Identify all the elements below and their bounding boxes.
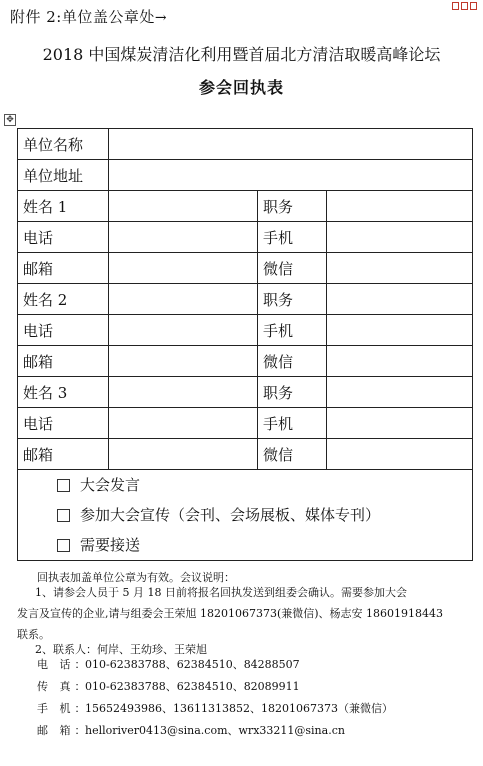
registration-form-table [17, 128, 473, 561]
email-label: 邮箱 [18, 346, 109, 377]
position-label: 职务 [258, 191, 327, 222]
unit-address-label: 单位地址 [18, 160, 109, 191]
position-label: 职务 [258, 377, 327, 408]
table-row [18, 439, 473, 470]
corner-marker-icon [452, 0, 480, 10]
checkbox-icon[interactable] [57, 509, 70, 522]
document-title: 2018 中国煤炭清洁化利用暨首届北方清洁取暖高峰论坛 [42, 45, 441, 64]
table-row [18, 284, 473, 315]
email-field[interactable] [109, 439, 258, 470]
checkbox-icon[interactable] [57, 479, 70, 492]
phone-label: 电话 [18, 315, 109, 346]
wechat-label: 微信 [258, 253, 327, 284]
wechat-field[interactable] [327, 253, 473, 284]
name-field[interactable] [109, 191, 258, 222]
contact-label: 电 话： [37, 658, 90, 671]
table-row [18, 470, 473, 561]
unit-name-label: 单位名称 [18, 129, 109, 160]
options-cell [18, 470, 473, 561]
phone-field[interactable] [109, 408, 258, 439]
table-row [18, 129, 473, 160]
mobile-label: 手机 [258, 408, 327, 439]
contact-value: 010-62383788、62384510、84288507 [85, 658, 300, 671]
attachment-note-text: 附件 2:单位盖公章处 [10, 8, 155, 26]
option-label: 需要接送 [80, 536, 141, 554]
table-row [18, 377, 473, 408]
notes-line: 发言及宣传的企业,请与组委会王荣旭 18201067373(兼微信)、杨志安 18601918443 [17, 607, 444, 620]
mobile-label: 手机 [258, 315, 327, 346]
table-row [18, 408, 473, 439]
unit-name-field[interactable] [109, 129, 473, 160]
wechat-label: 微信 [258, 439, 327, 470]
notes-line: 2、联系人：何岸、王幼珍、王荣旭 [35, 643, 207, 656]
notes-line: 回执表加盖单位公章为有效。会议说明： [37, 571, 235, 584]
name-field[interactable] [109, 377, 258, 408]
table-row [18, 315, 473, 346]
document-subtitle: 参会回执表 [198, 78, 284, 97]
option-label: 参加大会宣传（会刊、会场展板、媒体专刊） [80, 506, 381, 524]
contact-fax [17, 679, 477, 694]
contact-label: 邮 箱： [37, 724, 90, 737]
unit-address-field[interactable] [109, 160, 473, 191]
phone-field[interactable] [109, 315, 258, 346]
table-move-handle-icon[interactable]: ✥ [4, 114, 16, 126]
email-field[interactable] [109, 346, 258, 377]
option-pickup[interactable] [23, 530, 472, 560]
email-label: 邮箱 [18, 439, 109, 470]
name-label: 姓名 2 [18, 284, 109, 315]
contact-value: helloriver0413@sina.com、wrx33211@sina.cn [85, 724, 345, 737]
phone-label: 电话 [18, 222, 109, 253]
name-label: 姓名 1 [18, 191, 109, 222]
attachment-note [10, 6, 167, 27]
wechat-field[interactable] [327, 346, 473, 377]
wechat-label: 微信 [258, 346, 327, 377]
mobile-field[interactable] [327, 408, 473, 439]
option-label: 大会发言 [80, 476, 141, 494]
name-field[interactable] [109, 284, 258, 315]
position-field[interactable] [327, 191, 473, 222]
table-row [18, 191, 473, 222]
table-row [18, 222, 473, 253]
notes-line: 联系。 [17, 628, 50, 641]
checkbox-icon[interactable] [57, 539, 70, 552]
mobile-field[interactable] [327, 222, 473, 253]
email-label: 邮箱 [18, 253, 109, 284]
table-row [18, 346, 473, 377]
name-label: 姓名 3 [18, 377, 109, 408]
position-field[interactable] [327, 284, 473, 315]
option-promotion[interactable] [23, 500, 472, 530]
contact-value: 15652493986、13611313852、18201067373（兼微信） [85, 702, 393, 715]
contact-mobile [17, 701, 477, 716]
contact-email [17, 723, 477, 738]
phone-label: 电话 [18, 408, 109, 439]
wechat-field[interactable] [327, 439, 473, 470]
mobile-label: 手机 [258, 222, 327, 253]
contact-label: 手 机： [37, 702, 90, 715]
arrow-icon: → [154, 10, 168, 26]
mobile-field[interactable] [327, 315, 473, 346]
meeting-notes [17, 570, 477, 745]
email-field[interactable] [109, 253, 258, 284]
phone-field[interactable] [109, 222, 258, 253]
contact-label: 传 真： [37, 680, 90, 693]
option-speech[interactable] [23, 470, 472, 500]
table-row [18, 160, 473, 191]
contact-value: 010-62383788、62384510、82089911 [85, 680, 300, 693]
position-label: 职务 [258, 284, 327, 315]
table-row [18, 253, 473, 284]
notes-line: 1、请参会人员于 5 月 18 日前将报名回执发送到组委会确认。需要参加大会 [35, 586, 407, 599]
contact-phone [17, 657, 477, 672]
position-field[interactable] [327, 377, 473, 408]
